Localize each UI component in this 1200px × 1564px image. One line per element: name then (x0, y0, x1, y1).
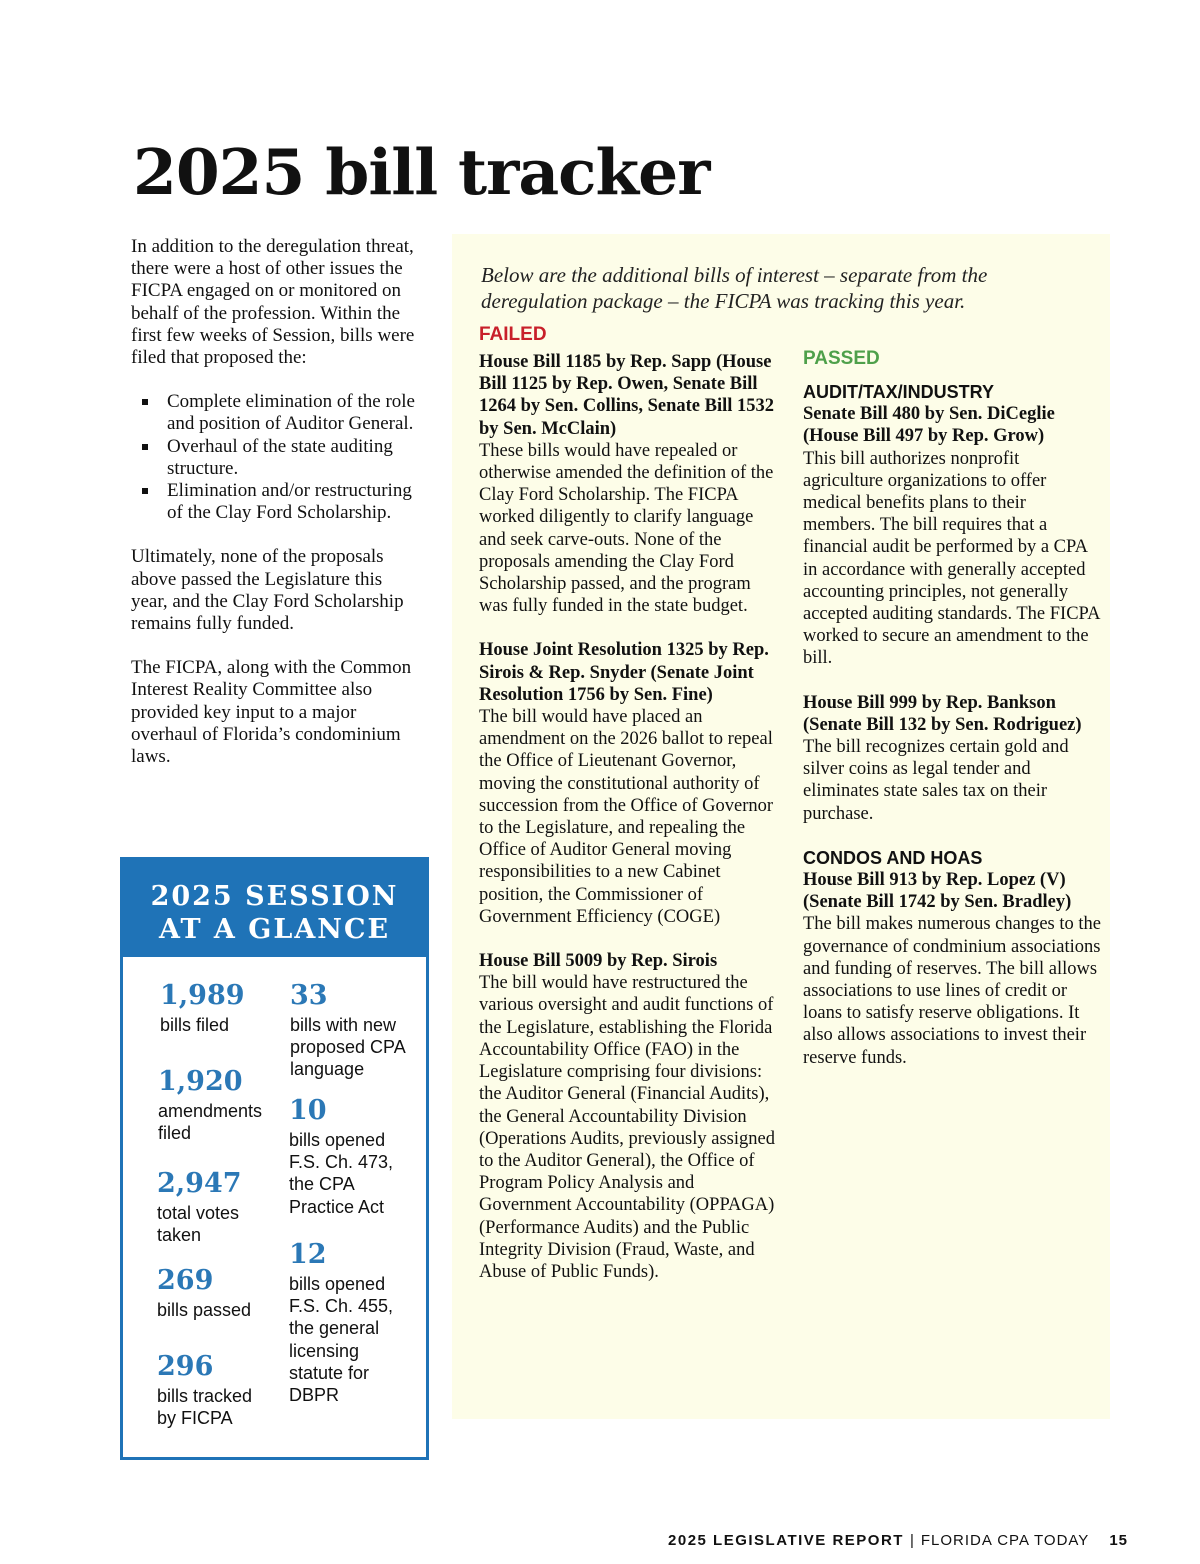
stat-label: bills opened F.S. Ch. 455, the general licensing statute for DBPR (289, 1274, 394, 1406)
stat-label: bills filed (160, 1015, 230, 1035)
bill-title: House Bill 913 by Rep. Lopez (V) (Senate Bill 1742 by Sen. Bradley) (803, 870, 1072, 913)
stat-label: amendments filed (158, 1101, 263, 1144)
bill-description: These bills would have repealed or otherwise amended the definition of the Clay Ford Scholarship. The FICPA worked diligently to clarify language and seek carve-outs. None of the proposals amending the Clay Ford Scholarship passed, and the program was fully funded in the state budget. (479, 440, 774, 617)
bill-description: This bill authorizes nonprofit agriculture organizations to offer medical benefits plans to their members. The bill requires that a financial audit be performed by a CPA in accordance with generally accepted accounting principles, not generally accepted auditing standards. The FICPA worked to secure an amendment to the bill. (803, 448, 1100, 669)
session-at-a-glance-box (120, 857, 429, 1460)
glance-header (123, 860, 426, 957)
stat-label: bills opened F.S. Ch. 473, the CPA Practice Act (289, 1130, 394, 1217)
bill-description: The bill recognizes certain gold and silver coins as legal tender and eliminates state sales tax on their purchase. (803, 737, 1069, 824)
stat-number: 33 (290, 980, 328, 1011)
intro-paragraph: Ultimately, none of the proposals above passed the Legislature this year, and the Clay Ford Scholarship remains fully funded. (131, 546, 404, 635)
stat-label: bills tracked by FICPA (157, 1386, 253, 1429)
intro-paragraph: In addition to the deregulation threat, there were a host of other issues the FICPA engaged on or monitored on behalf of the profession. Within the first few weeks of Session, bills were filed that proposed the: (131, 236, 415, 369)
bill-title: House Bill 999 by Rep. Bankson (Senate Bill 132 by Sen. Rodriguez) (803, 692, 1082, 735)
bill-entry (479, 639, 779, 928)
passed-heading: PASSED (803, 348, 880, 369)
stat-total-votes (157, 1168, 257, 1246)
bullet-item: Complete elimination of the role and position of Auditor General. (167, 391, 421, 435)
intro-paragraph: The FICPA, along with the Common Interest Reality Committee also provided key input to a major overhaul of Florida’s condominium laws. (131, 657, 412, 768)
bill-title: House Joint Resolution 1325 by Rep. Sirois & Rep. Snyder (Senate Joint Resolution 1756 by Sen. Fine) (479, 640, 769, 705)
bill-title: House Bill 1185 by Rep. Sapp (House Bill 1125 by Rep. Owen, Senate Bill 1264 by Sen. Collins, Senate Bill 1532 by Sen. McClain) (479, 352, 775, 439)
stat-amendments-filed (158, 1066, 276, 1144)
glance-title-line: 2025 SESSION (150, 881, 399, 912)
failed-heading: FAILED (479, 324, 547, 345)
intro-bullet-list (131, 391, 421, 524)
stat-cpa-language (290, 980, 412, 1081)
bill-description: The bill makes numerous changes to the governance of condminium associations and funding of reserves. The bill allows associations to use lines of credit or loans to satisfy reserve obligations. It also allows associations to invest their reserve funds. (803, 914, 1101, 1068)
footer-report-name: 2025 LEGISLATIVE REPORT (668, 1532, 904, 1549)
page-footer (668, 1532, 1128, 1549)
stat-number: 10 (289, 1095, 327, 1126)
page-number: 15 (1109, 1532, 1128, 1549)
stat-number: 1,989 (160, 980, 245, 1011)
stat-number: 2,947 (157, 1168, 242, 1199)
stat-number: 12 (289, 1239, 327, 1270)
stat-bills-passed (157, 1265, 287, 1321)
bill-entry (479, 351, 779, 617)
footer-separator: | (909, 1532, 915, 1549)
stat-bills-filed (160, 980, 290, 1036)
bill-description: The bill would have restructured the various oversight and audit functions of the Legislature, establishing the Florida Accountability Office (FAO) in the Legislature comprising four divisions: the Auditor General (Financial Audits), the General Accountability Division (Operations Audits, previously assigned to the Auditor General), the Office of Program Policy Analysis and Government Accountability (OPPAGA) (Performance Audits) and the Public Integrity Division (Fraud, Waste, and Abuse of Public Funds). (479, 973, 775, 1282)
stat-label: bills with new proposed CPA language (290, 1015, 405, 1080)
bill-title: House Bill 5009 by Rep. Sirois (479, 951, 718, 972)
intro-section (131, 236, 421, 790)
stat-number: 1,920 (158, 1066, 243, 1097)
bill-description: The bill would have placed an amendment on the 2026 ballot to repeal the Office of Lieutenant Governor, moving the constitutional authority of succession from the Office of Governor to the Legislature, and repealing the Office of Auditor General moving responsibilities to a new Cabinet position, the Commissioner of Government Efficiency (COGE) (479, 707, 774, 927)
category-heading: CONDOS AND HOAS (803, 847, 983, 868)
panel-intro: Below are the additional bills of interest – separate from the deregulation package – the FICPA was tracking this year. (481, 263, 988, 313)
stat-number: 269 (157, 1265, 214, 1296)
bill-entry (479, 950, 779, 1283)
bill-entry (803, 692, 1103, 825)
stat-ch-473 (289, 1095, 407, 1218)
bullet-item: Overhaul of the state auditing structure. (167, 436, 421, 480)
footer-publication: FLORIDA CPA TODAY (920, 1532, 1090, 1549)
bill-entry (803, 869, 1103, 1069)
stat-ch-455 (289, 1239, 399, 1406)
page-title: 2025 bill tracker (133, 135, 710, 209)
bill-title: Senate Bill 480 by Sen. DiCeglie (House Bill 497 by Rep. Grow) (803, 404, 1055, 447)
bullet-item: Elimination and/or restructuring of the Clay Ford Scholarship. (167, 480, 421, 524)
passed-column (803, 347, 1103, 1091)
stat-label: bills passed (157, 1300, 252, 1320)
stat-number: 296 (157, 1351, 214, 1382)
stat-bills-tracked (157, 1351, 269, 1429)
category-heading: AUDIT/TAX/INDUSTRY (803, 382, 994, 402)
bill-entry (803, 403, 1103, 669)
failed-column (479, 323, 779, 1305)
glance-title-line: AT A GLANCE (158, 914, 391, 945)
stat-label: total votes taken (157, 1203, 240, 1246)
